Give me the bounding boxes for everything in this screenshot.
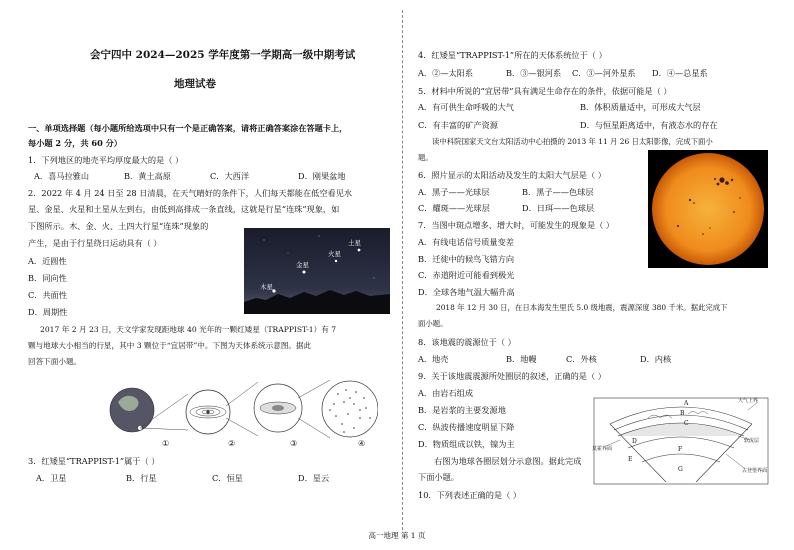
q4-option-a[interactable]: A．②—太阳系 xyxy=(418,68,474,78)
celestial-system-svg xyxy=(108,372,378,452)
layer-c-label: C xyxy=(684,420,689,427)
q7-stem: 7．当图中斑点增多、增大时，可能发生的现象是（ ） xyxy=(418,220,615,230)
q2-option-c[interactable]: C．共面性 xyxy=(28,290,68,300)
q2-line1: 2．2022 年 4 月 24 日至 28 日清晨，在天气晴好的条件下，人们每天都能在低空看见水 xyxy=(28,188,353,198)
q7-option-c[interactable]: C．赤道附近可能看到极光 xyxy=(418,270,515,280)
q8-option-a[interactable]: A．地壳 xyxy=(418,354,449,364)
q2-option-a[interactable]: A．近圆性 xyxy=(28,256,67,266)
layer-e-label: E xyxy=(628,456,633,463)
q2-line4: 产生，是由于行星绕日运动具有（ ） xyxy=(28,238,162,248)
diagram-label-2: ② xyxy=(228,438,236,448)
q5-option-c[interactable]: C．有丰富的矿产资源 xyxy=(418,120,498,130)
passage4-line1: 右图为地球各圈层划分示意图。据此完成 xyxy=(434,456,582,466)
q9-option-b[interactable]: B．是岩浆的主要发源地 xyxy=(418,405,506,415)
diagram-label-3: ③ xyxy=(290,438,298,448)
night-sky-image xyxy=(244,228,390,314)
passage2-line1: 读中科院国家天文台太阳活动中心拍摄的 2013 年 11 月 26 日太阳影像，完成下面小 xyxy=(432,137,713,146)
moho-label: 莫霍界面 xyxy=(592,446,613,452)
q3-option-a[interactable]: A．卫星 xyxy=(36,473,67,483)
exam-subtitle: 地理试卷 xyxy=(174,78,216,90)
layer-g-label: G xyxy=(678,466,683,473)
q6-stem: 6．照片显示的太阳活动及发生的太阳大气层是（ ） xyxy=(418,170,606,180)
passage4-line2: 下面小题。 xyxy=(418,472,459,482)
q1-option-b[interactable]: B．黄土高原 xyxy=(124,171,171,181)
layer-a-label: A xyxy=(684,400,689,407)
q3-option-c[interactable]: C．恒星 xyxy=(212,473,243,483)
q4-option-b[interactable]: B．③—银河系 xyxy=(506,68,562,78)
q9-option-a[interactable]: A．由岩石组成 xyxy=(418,388,474,398)
page-footer: 高一地理 第 1 页 xyxy=(368,531,426,540)
diagram-label-4: ④ xyxy=(358,438,366,448)
q1-option-a[interactable]: A．喜马拉雅山 xyxy=(34,171,90,181)
q8-option-d[interactable]: D．内核 xyxy=(640,354,672,364)
q8-option-b[interactable]: B．地幔 xyxy=(506,354,537,364)
section-heading: 一、单项选择题（每小题所给选项中只有一个是正确答案，请将正确答案涂在答题卡上， xyxy=(28,123,348,133)
q6-option-d[interactable]: D．日珥——色球层 xyxy=(522,203,595,213)
passage1-line2: 颗与地球大小相当的行星，其中 3 颗位于“宜居带”中。下图为天体系统示意图。据此 xyxy=(28,341,312,350)
q7-option-a[interactable]: A．有线电话信号质量变差 xyxy=(418,237,514,247)
q9-option-c[interactable]: C．纵波传播速度明显下降 xyxy=(418,422,515,432)
venus-label: 金星 xyxy=(296,261,309,269)
q6-option-c[interactable]: C．耀斑——光球层 xyxy=(418,203,490,213)
q6-option-b[interactable]: B．黑子——色球层 xyxy=(522,187,594,197)
celestial-system-diagram xyxy=(108,372,378,452)
q2-line3: 下图所示。木、金、火、土四大行星“连珠”现象的 xyxy=(28,221,209,231)
top-of-atmosphere-label: 大气上界 xyxy=(738,398,759,404)
planet-alignment-photo xyxy=(244,228,390,314)
q5-option-b[interactable]: B．体积质量适中，可形成大气层 xyxy=(580,102,701,112)
q7-option-b[interactable]: B．迁徙中的候鸟飞错方向 xyxy=(418,254,515,264)
q10-stem: 10．下列表述正确的是（ ） xyxy=(418,490,522,500)
jupiter-label: 木星 xyxy=(260,283,273,291)
section-heading-2: 每小题 2 分，共 60 分） xyxy=(28,138,122,148)
saturn-label: 土星 xyxy=(348,239,361,247)
column-divider xyxy=(402,10,403,530)
q3-stem: 3．红矮星“TRAPPIST-1”属于（ ） xyxy=(28,456,160,466)
q1-stem: 1．下列地区的地壳平均厚度最大的是（ ） xyxy=(28,155,184,165)
layer-b-label: B xyxy=(680,410,685,417)
q2-line2: 星、金星、火星和土星从左到右，由低到高排成一条直线，这就是行星“连珠”现象，如 xyxy=(28,204,340,214)
q2-option-d[interactable]: D．周期性 xyxy=(28,307,68,317)
passage3-line1: 2018 年 12 月 30 日，在日本海发生里氏 5.0 级地震，震源深度 380 千米。据此完成下 xyxy=(436,303,728,312)
earth-layers-diagram xyxy=(588,396,774,486)
layer-f-label: F xyxy=(678,446,683,453)
q2-option-b[interactable]: B．同向性 xyxy=(28,273,67,283)
q1-option-c[interactable]: C．大西洋 xyxy=(210,171,250,181)
q3-option-b[interactable]: B．行星 xyxy=(126,473,157,483)
mars-label: 火星 xyxy=(328,250,341,258)
q6-option-a[interactable]: A．黑子——光球层 xyxy=(418,187,490,197)
q8-option-c[interactable]: C．外核 xyxy=(566,354,597,364)
q9-stem: 9．关于该地震震源所处圈层的叙述，正确的是（ ） xyxy=(418,371,606,381)
q4-option-c[interactable]: C．③—河外星系 xyxy=(572,68,636,78)
passage1-line1: 2017 年 2 月 23 日，天文学家发现距地球 40 光年的一颗红矮星（TRAPPIST-1）有 7 xyxy=(40,325,337,334)
q7-option-d[interactable]: D．全球各地气温大幅升高 xyxy=(418,287,515,297)
q8-stem: 8．该地震的震源位于（ ） xyxy=(418,337,516,347)
exam-title: 会宁四中 2024—2025 学年度第一学期高一级中期考试 xyxy=(90,49,356,61)
sun-photo xyxy=(648,150,768,268)
q4-option-d[interactable]: D．④—总星系 xyxy=(652,68,708,78)
q1-option-d[interactable]: D．刚果盆地 xyxy=(298,171,346,181)
passage2-line2: 题。 xyxy=(418,153,433,162)
passage1-line3: 回答下面小题。 xyxy=(28,357,82,366)
asthenosphere-label: 软流层 xyxy=(744,438,760,444)
passage3-line2: 面小题。 xyxy=(418,319,448,328)
sun-image xyxy=(648,150,768,268)
gutenberg-label: 古登堡界面 xyxy=(742,468,768,474)
layer-d-label: D xyxy=(632,438,637,445)
diagram-label-1: ① xyxy=(162,438,170,448)
q5-option-a[interactable]: A．有可供生命呼吸的大气 xyxy=(418,102,514,112)
q5-option-d[interactable]: D．与恒星距离适中，有液态水的存在 xyxy=(580,120,718,130)
q5-stem: 5．材料中所说的“宜居带”具有满足生命存在的条件，依据可能是（ ） xyxy=(418,86,672,96)
q3-option-d[interactable]: D．星云 xyxy=(298,473,330,483)
q4-stem: 4．红矮星“TRAPPIST-1”所在的天体系统位于（ ） xyxy=(418,50,607,60)
q9-option-d[interactable]: D．物质组成以铁，镍为主 xyxy=(418,439,515,449)
